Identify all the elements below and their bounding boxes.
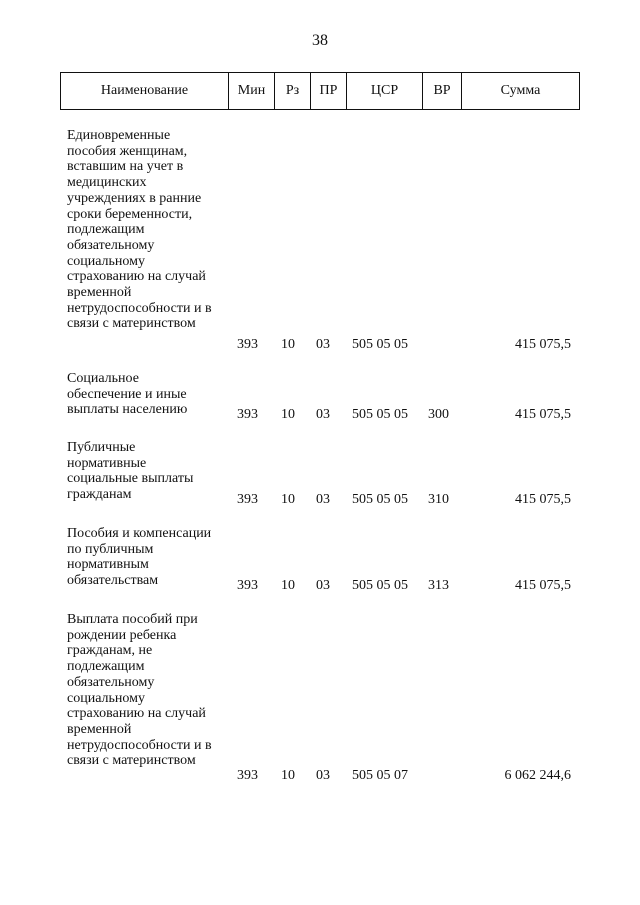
table-row bbox=[0, 128, 640, 353]
row-csr: 505 05 05 bbox=[352, 337, 408, 353]
header-sum: Сумма bbox=[462, 73, 580, 110]
row-sum: 415 075,5 bbox=[515, 407, 571, 423]
header-pr: ПР bbox=[311, 73, 347, 110]
table-row bbox=[0, 612, 640, 784]
row-pr: 03 bbox=[316, 578, 330, 594]
row-name: Пособия и компенсации по публичным нормативным обязательствам bbox=[67, 526, 212, 589]
header-csr: ЦСР bbox=[347, 73, 423, 110]
row-sum: 415 075,5 bbox=[515, 492, 571, 508]
row-rz: 10 bbox=[281, 337, 295, 353]
row-rz: 10 bbox=[281, 492, 295, 508]
row-min: 393 bbox=[237, 337, 258, 353]
table-row bbox=[0, 440, 640, 508]
row-name: Социальное обеспечение и иные выплаты населению bbox=[67, 371, 188, 418]
row-min: 393 bbox=[237, 578, 258, 594]
table-header bbox=[60, 72, 580, 110]
row-vr: 313 bbox=[428, 578, 449, 594]
row-name: Единовременные пособия женщинам, вставшим на учет в медицинских учреждениях в ранние сроки беременности, подлежащим обязательному социальному страхованию на случай временной нетрудоспособности и в связи с материнством bbox=[67, 128, 212, 332]
row-rz: 10 bbox=[281, 407, 295, 423]
header-min: Мин bbox=[229, 73, 275, 110]
row-pr: 03 bbox=[316, 492, 330, 508]
row-pr: 03 bbox=[316, 407, 330, 423]
row-sum: 415 075,5 bbox=[515, 337, 571, 353]
row-csr: 505 05 05 bbox=[352, 407, 408, 423]
row-rz: 10 bbox=[281, 768, 295, 784]
row-rz: 10 bbox=[281, 578, 295, 594]
row-name: Выплата пособий при рождении ребенка гражданам, не подлежащим обязательному социальному страхованию на случай временной нетрудоспособности и в связи с материнством bbox=[67, 612, 212, 769]
row-pr: 03 bbox=[316, 337, 330, 353]
row-min: 393 bbox=[237, 407, 258, 423]
table-row bbox=[0, 526, 640, 594]
row-csr: 505 05 07 bbox=[352, 768, 408, 784]
row-csr: 505 05 05 bbox=[352, 492, 408, 508]
row-csr: 505 05 05 bbox=[352, 578, 408, 594]
header-rz: Рз bbox=[275, 73, 311, 110]
page-number: 38 bbox=[312, 32, 328, 49]
header-vr: ВР bbox=[423, 73, 462, 110]
row-min: 393 bbox=[237, 768, 258, 784]
row-min: 393 bbox=[237, 492, 258, 508]
row-pr: 03 bbox=[316, 768, 330, 784]
row-sum: 415 075,5 bbox=[515, 578, 571, 594]
header-name: Наименование bbox=[61, 73, 229, 110]
row-vr: 310 bbox=[428, 492, 449, 508]
row-name: Публичные нормативные социальные выплаты гражданам bbox=[67, 440, 194, 503]
table-row bbox=[0, 371, 640, 423]
row-sum: 6 062 244,6 bbox=[504, 768, 571, 784]
row-vr: 300 bbox=[428, 407, 449, 423]
